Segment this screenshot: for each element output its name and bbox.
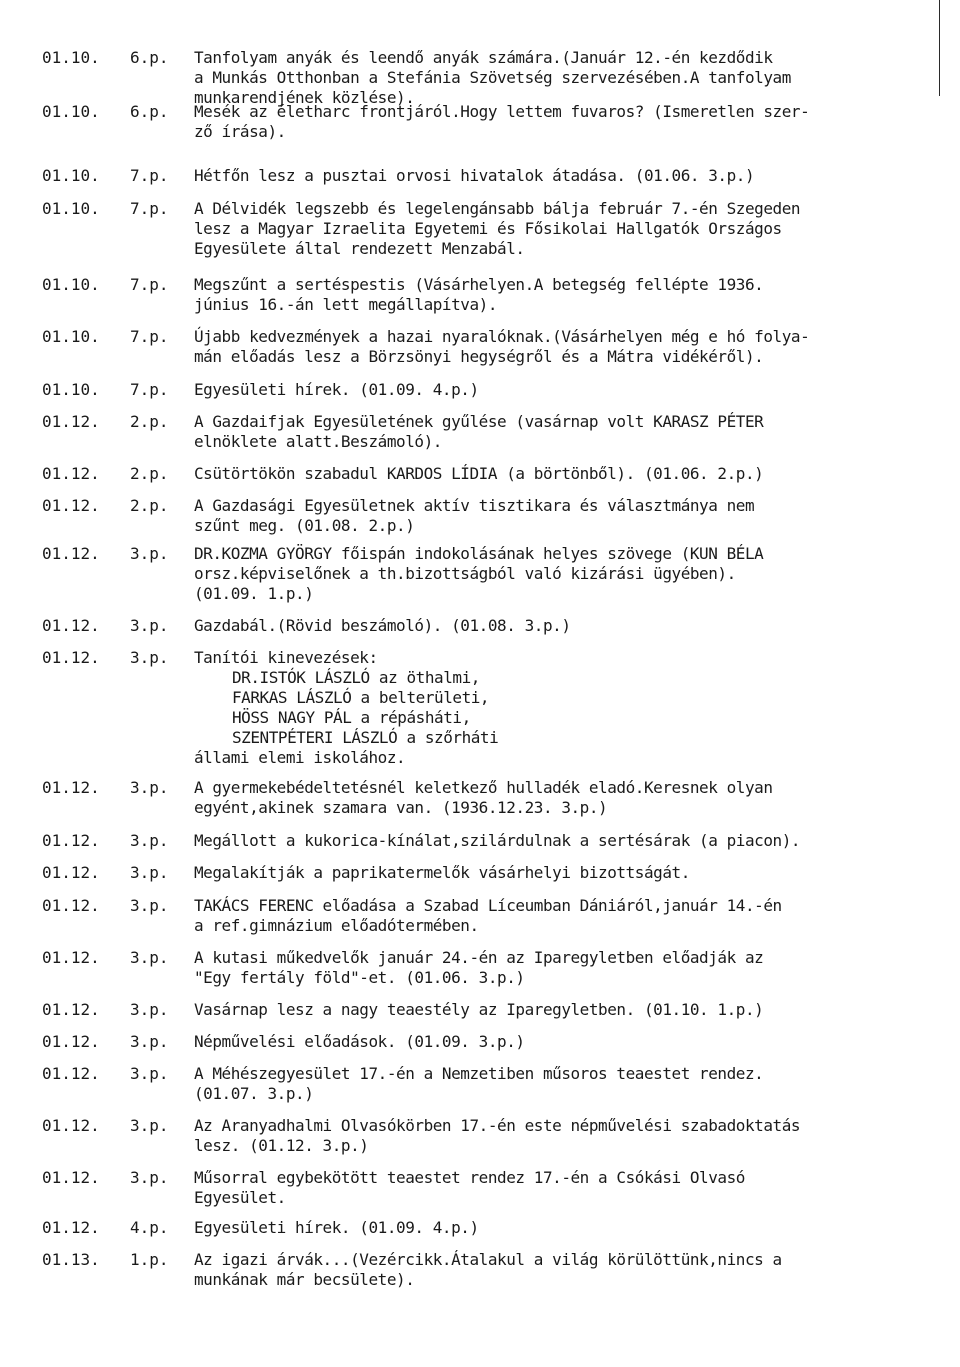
entry-date: 01.12. bbox=[42, 778, 100, 797]
entry-text bbox=[194, 1064, 932, 1104]
entry-date: 01.10. bbox=[42, 102, 100, 121]
entry-text-line: munkarendjének közlése). bbox=[194, 88, 415, 107]
entry-date: 01.12. bbox=[42, 831, 100, 850]
entry-text-line: FARKAS LÁSZLÓ a belterületi, bbox=[232, 688, 490, 707]
entry-text-line: Egyesületi hírek. (01.09. 4.p.) bbox=[194, 380, 479, 399]
entry-page: 2.p. bbox=[130, 412, 169, 431]
entry-text bbox=[194, 275, 932, 315]
entry-text-line: Az Aranyadhalmi Olvasókörben 17.-én este népművelési szabadoktatás bbox=[194, 1116, 801, 1135]
entry-text-line: A Délvidék legszebb és legelengánsabb bálja február 7.-én Szegeden bbox=[194, 199, 801, 218]
entry-text-line: Megállott a kukorica-kínálat,szilárdulnak a sertésárak (a piacon). bbox=[194, 831, 801, 850]
entry-text-line: Hétfőn lesz a pusztai orvosi hivatalok átadása. (01.06. 3.p.) bbox=[194, 166, 755, 185]
entry-date: 01.10. bbox=[42, 48, 100, 67]
entry-text-line: orsz.képviselőnek a th.bizottságból való kizárási ügyében). bbox=[194, 564, 736, 583]
entry-text-line: (01.09. 1.p.) bbox=[194, 584, 314, 603]
entry-date: 01.13. bbox=[42, 1250, 100, 1269]
entry-page: 3.p. bbox=[130, 778, 169, 797]
entry-text bbox=[194, 1116, 932, 1156]
entry-page: 3.p. bbox=[130, 648, 169, 667]
entry-page: 4.p. bbox=[130, 1218, 169, 1237]
entry-text bbox=[194, 616, 932, 636]
entry-text bbox=[194, 648, 932, 768]
entry-text bbox=[194, 778, 932, 818]
entry-text bbox=[194, 102, 932, 142]
entry-text bbox=[194, 1168, 932, 1208]
entry-page: 2.p. bbox=[130, 464, 169, 483]
entry-date: 01.12. bbox=[42, 1168, 100, 1187]
entry-text bbox=[194, 380, 932, 400]
entry-page: 2.p. bbox=[130, 496, 169, 515]
entry-text-line: elnöklete alatt.Beszámoló). bbox=[194, 432, 442, 451]
entry-page: 3.p. bbox=[130, 831, 169, 850]
entry-text-line: A Gazdasági Egyesületnek aktív tisztikara és választmánya nem bbox=[194, 496, 755, 515]
entry-date: 01.12. bbox=[42, 1218, 100, 1237]
entry-text-line: szűnt meg. (01.08. 2.p.) bbox=[194, 516, 415, 535]
page-edge-line bbox=[939, 0, 940, 96]
entry-text bbox=[194, 544, 932, 604]
entry-text-line: Csütörtökön szabadul KARDOS LÍDIA (a börtönből). (01.06. 2.p.) bbox=[194, 464, 764, 483]
entry-text-line: Műsorral egybekötött teaestet rendez 17.-én a Csókási Olvasó bbox=[194, 1168, 745, 1187]
entry-text-line: Egyesülete által rendezett Menzabál. bbox=[194, 239, 525, 258]
entry-text bbox=[194, 863, 932, 883]
entry-text-line: SZENTPÉTERI LÁSZLÓ a szőrháti bbox=[232, 728, 499, 747]
entry-page: 7.p. bbox=[130, 199, 169, 218]
entry-text-line: HÖSS NAGY PÁL a répásháti, bbox=[232, 708, 471, 727]
entry-date: 01.12. bbox=[42, 1032, 100, 1051]
entry-page: 3.p. bbox=[130, 1064, 169, 1083]
entry-date: 01.10. bbox=[42, 199, 100, 218]
entry-text-line: a ref.gimnázium előadótermében. bbox=[194, 916, 479, 935]
entry-text bbox=[194, 412, 932, 452]
entry-text-line: Gazdabál.(Rövid beszámoló). (01.08. 3.p.) bbox=[194, 616, 571, 635]
entry-date: 01.10. bbox=[42, 327, 100, 346]
entry-date: 01.12. bbox=[42, 863, 100, 882]
entry-text bbox=[194, 896, 932, 936]
entry-text-line: Egyesületi hírek. (01.09. 4.p.) bbox=[194, 1218, 479, 1237]
entry-text bbox=[194, 1032, 932, 1052]
entry-text-line: lesz a Magyar Izraelita Egyetemi és Fősikolai Hallgatók Országos bbox=[194, 219, 782, 238]
entry-text-line: Vasárnap lesz a nagy teaestély az Iparegyletben. (01.10. 1.p.) bbox=[194, 1000, 764, 1019]
entry-text-line: TAKÁCS FERENC előadása a Szabad Líceumban Dániáról,január 14.-én bbox=[194, 896, 782, 915]
entry-text-line: Megszűnt a sertéspestis (Vásárhelyen.A betegség fellépte 1936. bbox=[194, 275, 764, 294]
entry-date: 01.12. bbox=[42, 412, 100, 431]
entry-text-line: DR.ISTÓK LÁSZLÓ az öthalmi, bbox=[232, 668, 480, 687]
entry-text-line: lesz. (01.12. 3.p.) bbox=[194, 1136, 369, 1155]
entry-text bbox=[194, 496, 932, 536]
entry-text bbox=[194, 199, 932, 259]
entry-page: 3.p. bbox=[130, 896, 169, 915]
entry-text bbox=[194, 48, 932, 108]
entry-text bbox=[194, 1000, 932, 1020]
entry-text-line: mán előadás lesz a Börzsönyi hegységről és a Mátra vidékéről). bbox=[194, 347, 764, 366]
entry-date: 01.12. bbox=[42, 1064, 100, 1083]
entry-date: 01.12. bbox=[42, 1000, 100, 1019]
entry-text-line: DR.KOZMA GYÖRGY főispán indokolásának helyes szövege (KUN BÉLA bbox=[194, 544, 764, 563]
entry-page: 7.p. bbox=[130, 327, 169, 346]
entry-text-line: A Méhészegyesület 17.-én a Nemzetiben műsoros teaestet rendez. bbox=[194, 1064, 764, 1083]
entry-text bbox=[194, 464, 932, 484]
entry-text bbox=[194, 948, 932, 988]
entry-page: 3.p. bbox=[130, 1116, 169, 1135]
entry-date: 01.12. bbox=[42, 648, 100, 667]
entry-page: 3.p. bbox=[130, 863, 169, 882]
entry-text-line: Népművelési előadások. (01.09. 3.p.) bbox=[194, 1032, 525, 1051]
entry-text-line: Tanfolyam anyák és leendő anyák számára.(Január 12.-én kezdődik bbox=[194, 48, 773, 67]
entry-text-line: A Gazdaifjak Egyesületének gyűlése (vasárnap volt KARASZ PÉTER bbox=[194, 412, 764, 431]
entry-date: 01.12. bbox=[42, 544, 100, 563]
entry-text-line: A kutasi műkedvelők január 24.-én az Iparegyletben előadják az bbox=[194, 948, 764, 967]
entry-text-line: Megalakítják a paprikatermelők vásárhelyi bizottságát. bbox=[194, 863, 690, 882]
entry-date: 01.12. bbox=[42, 948, 100, 967]
entry-text-line: Tanítói kinevezések: bbox=[194, 648, 378, 667]
entry-text-line: Újabb kedvezmények a hazai nyaralóknak.(Vásárhelyen még e hó folya- bbox=[194, 327, 810, 346]
entry-text bbox=[194, 327, 932, 367]
entry-date: 01.12. bbox=[42, 496, 100, 515]
entry-date: 01.12. bbox=[42, 464, 100, 483]
entry-page: 6.p. bbox=[130, 102, 169, 121]
entry-text bbox=[194, 1218, 932, 1238]
entry-text-line: egyént,akinek szamara van. (1936.12.23. 3.p.) bbox=[194, 798, 608, 817]
entry-text-line: "Egy fertály föld"-et. (01.06. 3.p.) bbox=[194, 968, 525, 987]
entry-page: 3.p. bbox=[130, 948, 169, 967]
entry-text bbox=[194, 166, 932, 186]
entry-text-line: Az igazi árvák...(Vezércikk.Átalakul a világ körülöttünk,nincs a bbox=[194, 1250, 782, 1269]
entry-page: 7.p. bbox=[130, 275, 169, 294]
entry-date: 01.12. bbox=[42, 896, 100, 915]
entry-page: 3.p. bbox=[130, 1032, 169, 1051]
entry-text-line: ző írása). bbox=[194, 122, 286, 141]
entry-text-line: A gyermekebédeltetésnél keletkező hulladék eladó.Keresnek olyan bbox=[194, 778, 773, 797]
entry-text-line: Mesék az életharc frontjáról.Hogy lettem fuvaros? (Ismeretlen szer- bbox=[194, 102, 810, 121]
entry-text-line: Egyesület. bbox=[194, 1188, 286, 1207]
entry-text-line: munkának már becsülete). bbox=[194, 1270, 415, 1289]
entry-text-line: június 16.-án lett megállapítva). bbox=[194, 295, 498, 314]
entry-text-line: a Munkás Otthonban a Stefánia Szövetség szervezésében.A tanfolyam bbox=[194, 68, 791, 87]
entry-page: 3.p. bbox=[130, 1168, 169, 1187]
entry-page: 6.p. bbox=[130, 48, 169, 67]
entry-date: 01.12. bbox=[42, 616, 100, 635]
entry-page: 7.p. bbox=[130, 166, 169, 185]
entry-text-line: (01.07. 3.p.) bbox=[194, 1084, 314, 1103]
entry-page: 3.p. bbox=[130, 544, 169, 563]
entry-date: 01.10. bbox=[42, 275, 100, 294]
entry-text bbox=[194, 1250, 932, 1290]
entry-text bbox=[194, 831, 932, 851]
entry-page: 1.p. bbox=[130, 1250, 169, 1269]
entry-date: 01.10. bbox=[42, 380, 100, 399]
entry-page: 7.p. bbox=[130, 380, 169, 399]
entry-date: 01.10. bbox=[42, 166, 100, 185]
entry-text-line: állami elemi iskolához. bbox=[194, 748, 406, 767]
entry-page: 3.p. bbox=[130, 1000, 169, 1019]
entry-date: 01.12. bbox=[42, 1116, 100, 1135]
entry-page: 3.p. bbox=[130, 616, 169, 635]
